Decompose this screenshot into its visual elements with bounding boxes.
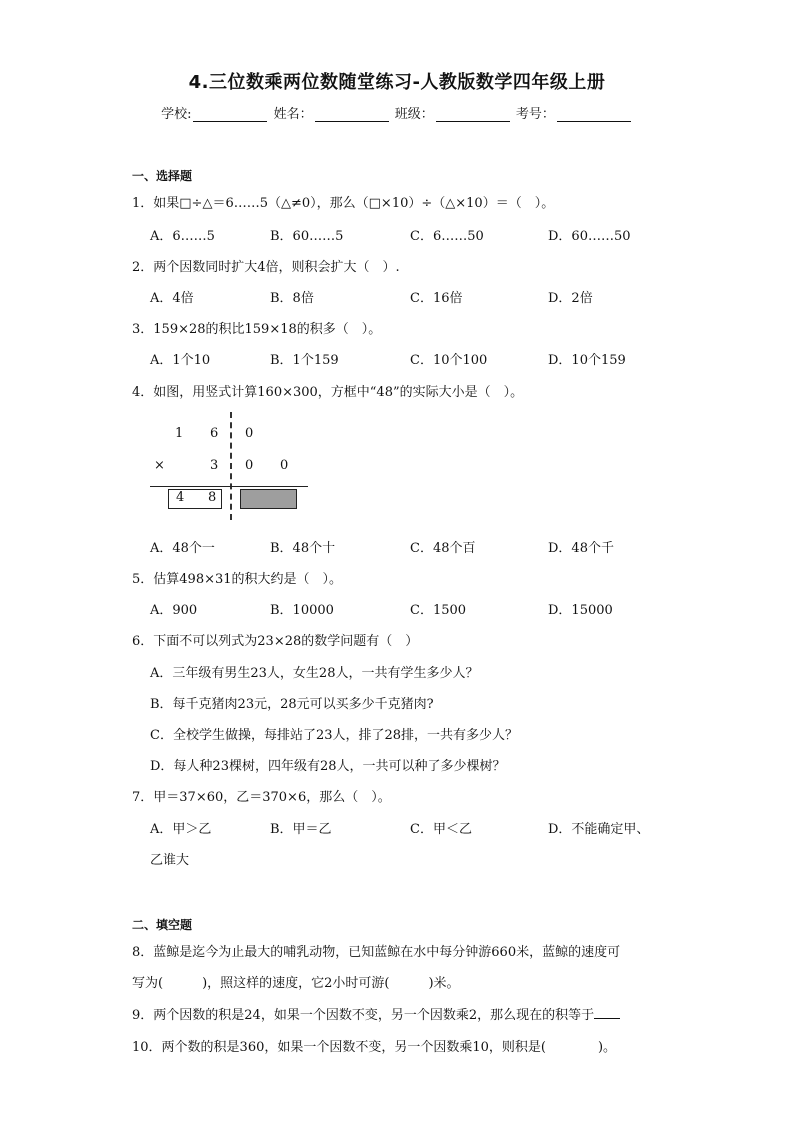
question-9 [132, 1004, 620, 1023]
question-1: 1．如果□÷△＝6……5（△≠0），那么（□×10）÷（△×10）＝（ ）。 [132, 196, 555, 211]
option-b[interactable]: B．60……5 [270, 229, 344, 244]
digit: 4 [176, 490, 185, 505]
question-3: 3．159×28的积比159×18的积多（ ）。 [132, 322, 382, 337]
option-b[interactable]: B．10000 [270, 603, 334, 618]
class-label: 班级： [394, 107, 434, 122]
question-4: 4．如图，用竖式计算160×300，方框中“48”的实际大小是（ ）。 [132, 385, 524, 400]
question-9-text: 9．两个因数的积是24，如果一个因数不变，另一个因数乘2，那么现在的积等于 [132, 1008, 595, 1023]
question-5: 5．估算498×31的积大约是（ ）。 [132, 572, 343, 587]
vertical-multiplication-diagram [150, 410, 320, 525]
option-b[interactable]: B．48个十 [270, 541, 336, 556]
shaded-box [240, 489, 297, 509]
option-a[interactable]: A．900 [150, 603, 198, 618]
school-label: 学校: [161, 107, 192, 122]
option-a[interactable]: A．1个10 [150, 353, 211, 368]
option-c[interactable]: C．1500 [410, 603, 467, 618]
digit: 0 [280, 458, 289, 473]
class-blank[interactable] [436, 109, 510, 122]
digit: 0 [245, 458, 254, 473]
digit: 8 [208, 490, 217, 505]
option-c[interactable]: C．全校学生做操，每排站了23人，排了28排，一共有多少人？ [150, 728, 519, 743]
student-info-line [0, 103, 794, 122]
option-a[interactable]: A．三年级有男生23人，女生28人，一共有学生多少人？ [150, 666, 479, 681]
question-10: 10．两个数的积是360，如果一个因数不变，另一个因数乘10，则积是( )。 [132, 1040, 617, 1055]
name-label: 姓名： [273, 107, 313, 122]
option-d[interactable]: D．不能确定甲、 [548, 822, 650, 837]
option-d[interactable]: D．15000 [548, 603, 613, 618]
option-b[interactable]: B．8倍 [270, 291, 314, 306]
option-d[interactable]: D．48个千 [548, 541, 614, 556]
question-7: 7．甲＝37×60，乙＝370×6，那么（ ）。 [132, 790, 391, 805]
page-title: 4.三位数乘两位数随堂练习-人教版数学四年级上册 [188, 72, 606, 93]
times-sign: × [154, 458, 165, 473]
exam-label: 考号： [515, 107, 555, 122]
dashed-divider [230, 412, 232, 520]
answer-blank[interactable] [594, 1008, 620, 1019]
option-c[interactable]: C．48个百 [410, 541, 476, 556]
option-a[interactable]: A．48个一 [150, 541, 215, 556]
option-a[interactable]: A．6……5 [150, 229, 215, 244]
option-b[interactable]: B．甲＝乙 [270, 822, 332, 837]
option-d[interactable]: D．每人种23棵树，四年级有28人，一共可以种了多少棵树？ [150, 759, 506, 774]
question-8-line-1: 8．蓝鲸是迄今为止最大的哺乳动物，已知蓝鲸在水中每分钟游660米，蓝鲸的速度可 [132, 945, 621, 960]
section-title-choice: 一、选择题 [132, 169, 193, 183]
option-c[interactable]: C．6……50 [410, 229, 484, 244]
name-blank[interactable] [315, 109, 389, 122]
option-c[interactable]: C．甲＜乙 [410, 822, 472, 837]
option-d-continued: 乙谁大 [150, 853, 190, 868]
option-a[interactable]: A．甲＞乙 [150, 822, 212, 837]
digit: 6 [210, 426, 219, 441]
sum-line [150, 486, 308, 487]
question-6: 6．下面不可以列式为23×28的数学问题有（ ） [132, 634, 419, 649]
option-a[interactable]: A．4倍 [150, 291, 194, 306]
digit: 3 [210, 458, 219, 473]
exam-blank[interactable] [557, 109, 631, 122]
option-c[interactable]: C．16倍 [410, 291, 463, 306]
question-8-line-2: 写为( )，照这样的速度，它2小时可游( )米。 [132, 976, 460, 991]
section-title-fill: 二、填空题 [132, 918, 193, 932]
option-d[interactable]: D．2倍 [548, 291, 593, 306]
option-d[interactable]: D．60……50 [548, 229, 631, 244]
digit: 0 [245, 426, 254, 441]
option-c[interactable]: C．10个100 [410, 353, 488, 368]
question-2: 2．两个因数同时扩大4倍，则积会扩大（ ）. [132, 260, 400, 275]
option-b[interactable]: B．每千克猪肉23元，28元可以买多少千克猪肉? [150, 697, 434, 712]
option-d[interactable]: D．10个159 [548, 353, 626, 368]
digit: 1 [175, 426, 184, 441]
school-blank[interactable] [193, 109, 267, 122]
option-b[interactable]: B．1个159 [270, 353, 339, 368]
